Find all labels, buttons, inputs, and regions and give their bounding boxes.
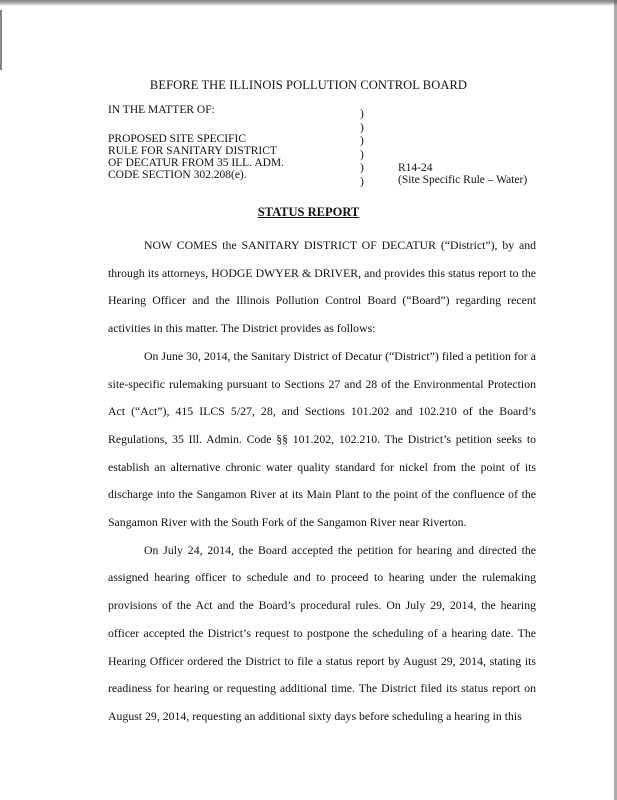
docket-info	[398, 162, 527, 186]
report-body	[108, 232, 536, 731]
rule-title-line: PROPOSED SITE SPECIFIC	[108, 133, 247, 145]
rule-title	[108, 133, 284, 181]
rule-title-line: CODE SECTION 302.208(e).	[108, 169, 247, 181]
rule-title-line: OF DECATUR FROM 35 ILL. ADM.	[108, 157, 285, 169]
paragraph: On July 24, 2014, the Board accepted the petition for hearing and directed the assigned hearing officer to schedule and to proceed to hearing under the rulemaking provisions of the Act and the Board’s procedural rules. On July 29, 2014, the hearing officer accepted the District’s request to postpone the scheduling of a hearing date. The Hearing Officer ordered the District to file a status report by August 29, 2014, stating its readiness for hearing or requesting additional time. The District filed its status report on August 29, 2014, requesting an additional sixty days before scheduling a hearing in this	[108, 542, 536, 723]
caption-parentheses	[360, 108, 364, 189]
paren: )	[360, 162, 364, 174]
scan-edge-top	[0, 0, 617, 8]
paren: )	[360, 108, 364, 120]
paren: )	[360, 175, 364, 188]
paragraph: On June 30, 2014, the Sanitary District of Decatur (“District”) filed a petition for a site-specific rulemaking pursuant to Sections 27 and 28 of the Environmental Protection Act (“Act”), 415 ILCS 5/27, 28, and Sections 101.202 and 102.210 of the Board’s Regulations, 35 Ill. Admin. Code §§ 101.202, 102.210. The District’s petition seeks to establish an alternative chronic water quality standard for nickel from the point of its discharge into the Sangamon River at its Main Plant to the point of the confluence of the Sangamon River with the South Fork of the Sangamon River near Riverton.	[108, 348, 536, 530]
docket-number: R14-24	[398, 162, 433, 174]
paren: )	[360, 148, 364, 161]
paragraph: NOW COMES the SANITARY DISTRICT OF DECATUR (“District”), by and through its attorneys, HODGE DWYER & DRIVER, and provides this status report to the Hearing Officer and the Illinois Pollution Control Board (“Board”) regarding recent activities in this matter. The District provides as follows:	[108, 238, 536, 336]
docket-type: (Site Specific Rule – Water)	[398, 174, 528, 186]
rule-title-line: RULE FOR SANITARY DISTRICT	[108, 145, 277, 157]
board-heading: BEFORE THE ILLINOIS POLLUTION CONTROL BOARD	[149, 78, 468, 92]
paren: )	[360, 135, 364, 147]
report-title: STATUS REPORT	[257, 205, 360, 219]
paren: )	[360, 121, 364, 134]
scan-edge-left	[0, 10, 2, 70]
matter-label: IN THE MATTER OF:	[108, 104, 215, 116]
